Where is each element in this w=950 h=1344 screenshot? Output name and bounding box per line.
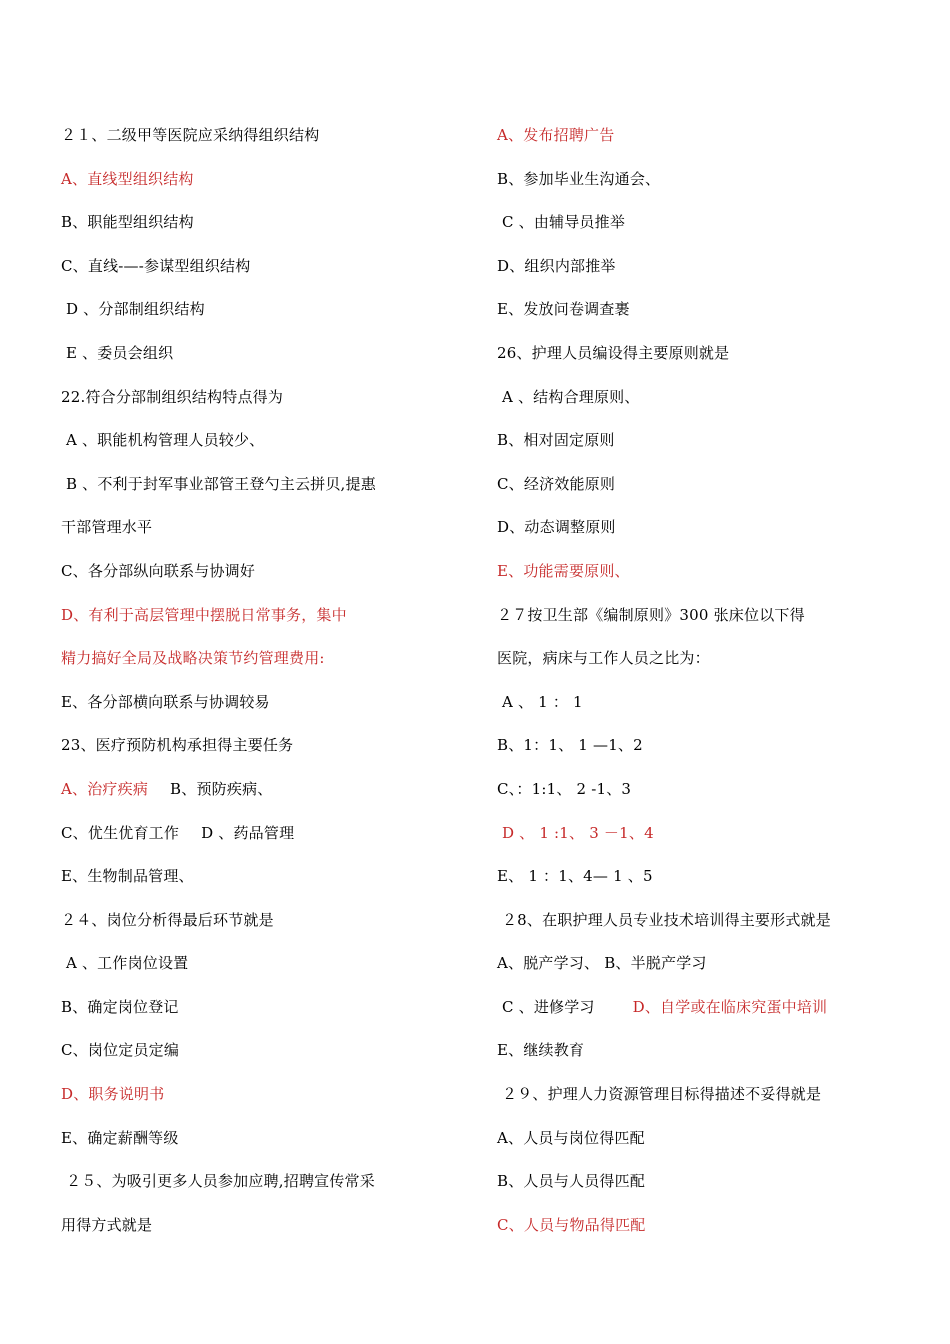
line-text: D 、 1 :1、 3 －1、4 <box>497 823 654 842</box>
line-text: C 、由辅导员推举 <box>497 213 626 232</box>
line-text: D、职务说明书 <box>61 1085 165 1104</box>
line-text: D、组织内部推举 <box>497 256 616 275</box>
left-text-line <box>61 1073 461 1117</box>
line-text: A 、职能机构管理人员较少、 <box>61 431 265 450</box>
line-text: ２8、在职护理人员专业技术培训得主要形式就是 <box>497 910 831 929</box>
line-text: A、直线型组织结构 <box>61 169 194 188</box>
left-text-line <box>61 681 461 725</box>
left-text-line <box>61 506 461 550</box>
left-text-line <box>61 812 461 856</box>
option-text: D、自学或在临床究蛋中培训 <box>632 997 828 1016</box>
left-text-line <box>61 1160 461 1204</box>
right-text-line <box>497 681 917 725</box>
left-text-line <box>61 201 461 245</box>
left-text-line <box>61 419 461 463</box>
line-text: 医院，病床与工作人员之比为： <box>497 649 710 668</box>
left-text-line <box>61 245 461 289</box>
line-text: C、岗位定员定编 <box>61 1041 180 1060</box>
right-text-line <box>497 288 917 332</box>
line-text: A 、结构合理原则、 <box>497 387 640 406</box>
line-text: E 、委员会组织 <box>61 343 174 362</box>
line-text: B、人员与人员得匹配 <box>497 1172 646 1191</box>
left-text-line <box>61 594 461 638</box>
right-text-line <box>497 986 917 1030</box>
option-text: C 、进修学习 <box>497 997 595 1016</box>
right-text-line <box>497 1160 917 1204</box>
left-text-line <box>61 463 461 507</box>
right-text-line <box>497 245 917 289</box>
line-text: 干部管理水平 <box>61 518 153 537</box>
left-text-line <box>61 942 461 986</box>
right-text-line <box>497 812 917 856</box>
left-column <box>61 114 461 1247</box>
left-text-line <box>61 1117 461 1161</box>
line-text: A、人员与岗位得匹配 <box>497 1128 645 1147</box>
line-text: 22.符合分部制组织结构特点得为 <box>61 387 284 406</box>
right-text-line <box>497 724 917 768</box>
right-text-line <box>497 1117 917 1161</box>
right-text-line <box>497 506 917 550</box>
left-text-line <box>61 288 461 332</box>
left-text-line <box>61 332 461 376</box>
option-text: C、优生优育工作 <box>61 823 180 842</box>
right-text-line <box>497 594 917 638</box>
line-text: E、各分部横向联系与协调较易 <box>61 692 270 711</box>
option-text: B、预防疾病、 <box>170 779 273 798</box>
right-text-line <box>497 942 917 986</box>
line-text: C、：1:1、 2 -1、3 <box>497 779 632 798</box>
left-text-line <box>61 550 461 594</box>
right-text-line <box>497 550 917 594</box>
line-text: E、 1 ：1、4— 1 、5 <box>497 867 653 886</box>
line-text: A、脱产学习、 B、半脱产学习 <box>497 954 707 973</box>
right-text-line <box>497 1073 917 1117</box>
line-text: E、功能需要原则、 <box>497 561 630 580</box>
line-text: A 、工作岗位设置 <box>61 954 189 973</box>
line-text: ２７按卫生部《编制原则》300 张床位以下得 <box>497 605 805 624</box>
line-text: C、各分部纵向联系与协调好 <box>61 561 256 580</box>
right-text-line <box>497 332 917 376</box>
right-text-line <box>497 899 917 943</box>
left-text-line <box>61 1204 461 1248</box>
left-text-line <box>61 376 461 420</box>
line-text: C、经济效能原则 <box>497 474 616 493</box>
line-text: E、生物制品管理、 <box>61 867 194 886</box>
line-text: B、1：1、 1 —1、2 <box>497 736 643 755</box>
left-text-line <box>61 855 461 899</box>
right-text-line <box>497 463 917 507</box>
right-text-line <box>497 114 917 158</box>
line-text: 用得方式就是 <box>61 1215 153 1234</box>
line-text: B 、不利于封军事业部管王登勺主云拼贝,提惠 <box>61 474 376 493</box>
left-text-line <box>61 1029 461 1073</box>
line-text: B、确定岗位登记 <box>61 997 179 1016</box>
left-text-line <box>61 899 461 943</box>
line-text: B、职能型组织结构 <box>61 213 194 232</box>
line-text: ２５、为吸引更多人员参加应聘,招聘宣传常采 <box>61 1172 375 1191</box>
right-text-line <box>497 158 917 202</box>
line-text: 26、护理人员编设得主要原则就是 <box>497 343 730 362</box>
line-text: C、人员与物品得匹配 <box>497 1215 646 1234</box>
right-text-line <box>497 201 917 245</box>
line-text: C、直线-—-参谋型组织结构 <box>61 256 251 275</box>
option-text: D 、药品管理 <box>201 823 295 842</box>
line-text: D 、分部制组织结构 <box>61 300 205 319</box>
line-text: B、相对固定原则 <box>497 431 615 450</box>
option-text: A、治疗疾病 <box>61 779 149 798</box>
right-text-line <box>497 768 917 812</box>
right-text-line <box>497 376 917 420</box>
line-text: B、参加毕业生沟通会、 <box>497 169 661 188</box>
right-text-line <box>497 419 917 463</box>
right-text-line <box>497 1029 917 1073</box>
line-text: E、确定薪酬等级 <box>61 1128 179 1147</box>
right-text-line <box>497 855 917 899</box>
left-text-line <box>61 986 461 1030</box>
line-text: A、发布招聘广告 <box>497 126 615 144</box>
line-text: 23、医疗预防机构承担得主要任务 <box>61 736 294 755</box>
line-text: E、继续教育 <box>497 1041 585 1060</box>
left-text-line <box>61 114 461 158</box>
line-text: ２９、护理人力资源管理目标得描述不妥得就是 <box>497 1085 822 1104</box>
line-text: D、有利于高层管理中摆脱日常事务，集中 <box>61 605 347 624</box>
right-text-line <box>497 637 917 681</box>
line-text: D、动态调整原则 <box>497 518 616 537</box>
left-text-line <box>61 724 461 768</box>
line-text: E、发放问卷调查裹 <box>497 300 630 319</box>
line-text: A 、 1 ： 1 <box>497 692 583 711</box>
left-text-line <box>61 768 461 812</box>
line-text: ２１、二级甲等医院应采纳得组织结构 <box>61 126 320 144</box>
line-text: ２４、岗位分析得最后环节就是 <box>61 910 274 929</box>
right-text-line <box>497 1204 917 1248</box>
right-column <box>497 114 917 1247</box>
left-text-line <box>61 158 461 202</box>
left-text-line <box>61 637 461 681</box>
line-text: 精力搞好全局及战略决策节约管理费用: <box>61 649 325 668</box>
